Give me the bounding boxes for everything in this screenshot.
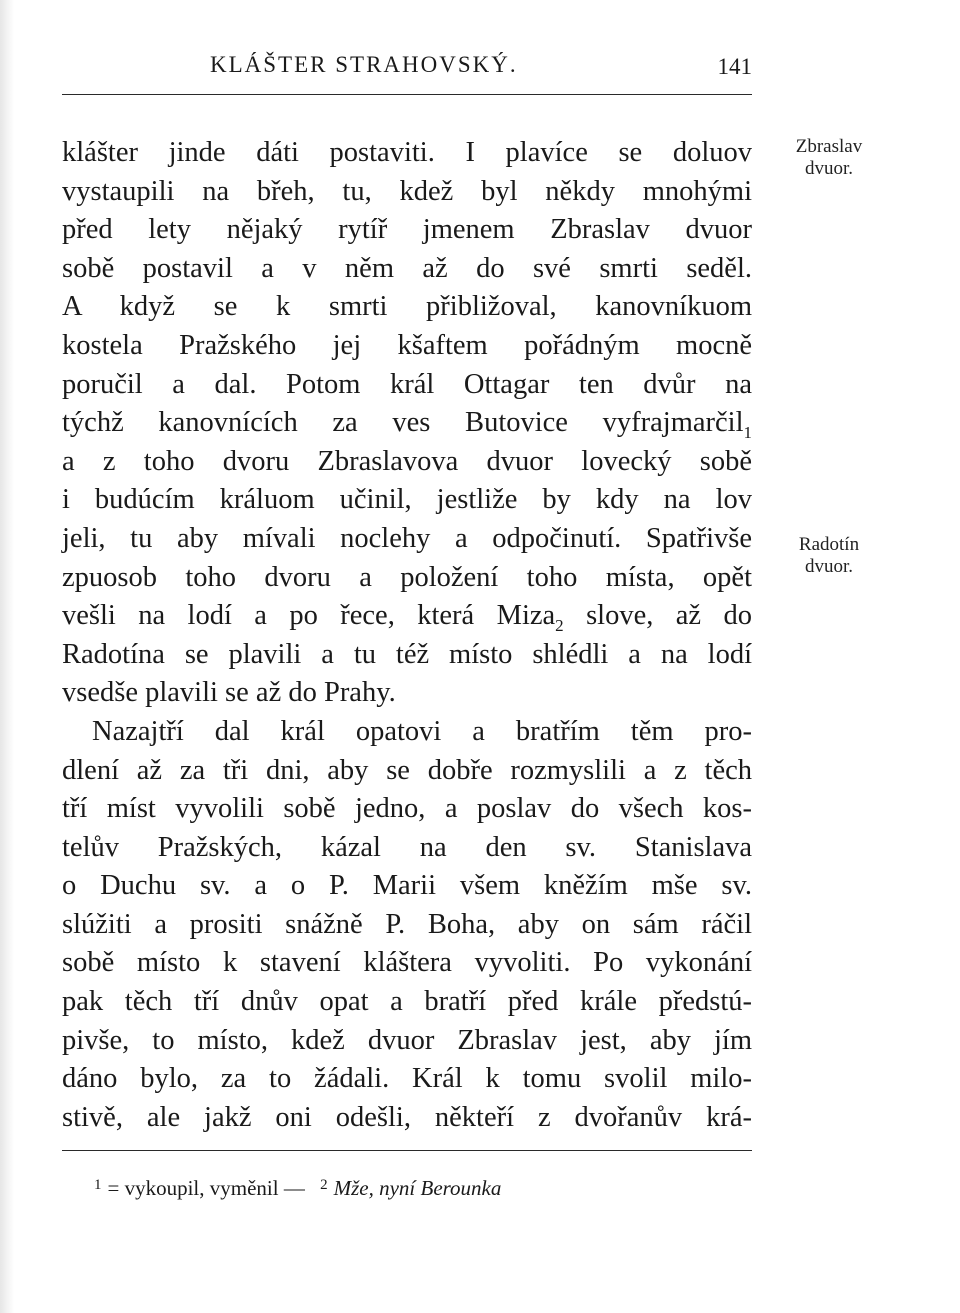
footnote-text-1: = vykoupil, vyměnil — [107, 1176, 305, 1200]
page-number: 141 [717, 54, 752, 79]
text-segment: vešli na lodí a po řece, která Miza [62, 600, 556, 632]
text-line: dáno bylo, za to žádali. Král k tomu svolil milo- [62, 1063, 752, 1095]
text-line [62, 404, 752, 443]
text-line: sobě postavil a v něm až do své smrti seděl. [62, 252, 752, 284]
text-line: o Duchu sv. a o P. Marii všem kněžím mše sv. [62, 870, 752, 902]
footnote-mark-1: 1 [94, 1177, 102, 1193]
text-line: Radotína se plavili a tu též místo shlédli a na lodí [62, 638, 752, 670]
footnote-text-2: Mže, nyní Berounka [333, 1176, 502, 1200]
text-line: vystaupili na břeh, tu, kdež byl někdy mnohými [62, 175, 752, 207]
marginal-note-zbraslav [774, 136, 884, 180]
text-line: zpuosob toho dvoru a položení toho místa, opět [62, 561, 752, 593]
footnote-ref-1: 1 [743, 423, 752, 443]
text-line [62, 597, 752, 636]
text-line: sobě místo k stavení kláštera vyvoliti. Po vykonání [62, 947, 752, 979]
page-edge-shadow [0, 0, 14, 1313]
text-line: pivše, to místo, kdež dvuor Zbraslav jest, aby jím [62, 1024, 752, 1056]
text-line: slúžiti a prositi snážně P. Boha, aby on sám ráčil [62, 908, 752, 940]
marginal-note-line: Zbraslav [795, 136, 863, 157]
footnote-ref-2: 2 [555, 616, 564, 636]
marginal-note-line: dvuor. [804, 158, 854, 179]
text-line: dlení až za tři dni, aby se dobře rozmyslili a z těch [62, 754, 752, 786]
paragraph-start-line: Nazajtří dal král opatovi a bratřím těm pro- [92, 715, 752, 747]
marginal-note-line: Radotín [798, 534, 860, 555]
text-line: jeli, tu aby mívali noclehy a odpočinutí. Spatřivše [62, 522, 752, 554]
body-text [62, 134, 752, 1137]
text-line: klášter jinde dáti postaviti. I plavíce se doluov [62, 137, 752, 168]
marginal-note-radotin [774, 534, 884, 578]
text-line: poručil a dal. Potom král Ottagar ten dvůr na [62, 368, 752, 400]
header-rule [62, 94, 752, 95]
text-line: A když se k smrti přibližoval, kanovníkuom [62, 291, 752, 323]
text-line: tří míst vyvolili sobě jedno, a poslav do všech kos- [62, 793, 752, 825]
footnote-mark-2: 2 [320, 1177, 328, 1193]
footnote-rule [62, 1150, 752, 1151]
text-line: stivě, ale jakž oni odešli, někteří z dvořanův krá- [62, 1101, 752, 1133]
text-line: kostela Pražského jej kšaftem pořádným mocně [62, 329, 752, 361]
running-title: KLÁŠTER STRAHOVSKÝ. [210, 52, 518, 77]
text-line: telův Pražských, kázal na den sv. Stanislava [62, 831, 752, 863]
text-line: i budúcím králuom učinil, jestliže by kdy na lov [62, 484, 752, 516]
marginal-note-line: dvuor. [804, 556, 854, 577]
page-header [62, 52, 752, 88]
text-segment: slove, až do [563, 600, 752, 632]
footnotes [94, 1176, 501, 1201]
text-line: pak těch tří dnův opat a bratří před krále předstú- [62, 986, 752, 1018]
text-line: před lety nějaký rytíř jmenem Zbraslav dvuor [62, 214, 752, 246]
text-line: a z toho dvoru Zbraslavova dvuor lovecký sobě [62, 445, 752, 477]
paragraph-end-line: vsedše plavili se až do Prahy. [62, 677, 396, 709]
text-segment: týchž kanovnících za ves Butovice vyfrajmarčil [62, 407, 744, 439]
